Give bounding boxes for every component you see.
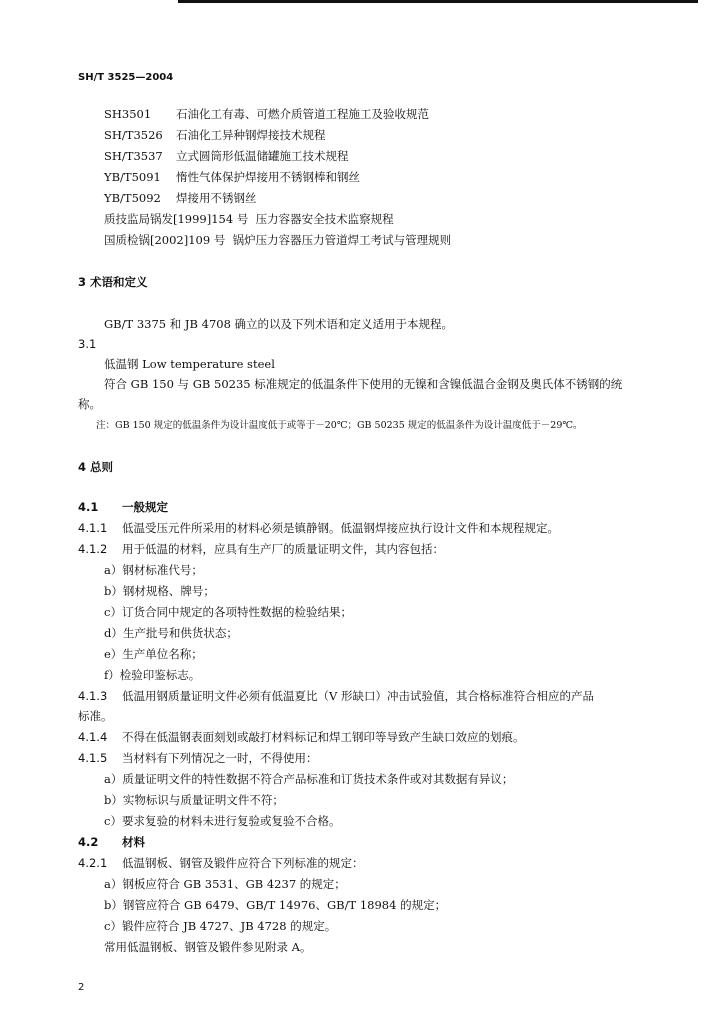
ref-item: YB/T5092 焊接用不锈钢丝	[104, 191, 257, 205]
list-item: c）锻件应符合 JB 4727、JB 4728 的规定。	[104, 919, 337, 933]
term-definition-cont: 称。	[78, 397, 101, 411]
term-low-temperature-steel: 低温钢 Low temperature steel	[104, 357, 275, 371]
list-item: b）钢管应符合 GB 6479、GB/T 14976、GB/T 18984 的规定；	[104, 898, 447, 912]
list-item: b）钢材规格、牌号；	[104, 584, 215, 598]
ref-item: 国质检锅[2002]109 号 锅炉压力容器压力管道焊工考试与管理规则	[104, 233, 452, 247]
term-definition: 符合 GB 150 与 GB 50235 标准规定的低温条件下使用的无镍和含镍低温合金钢及奥氏体不锈钢的统	[104, 377, 623, 391]
clause-4-1-2: 4.1.2 用于低温的材料，应具有生产厂的质量证明文件，其内容包括：	[78, 542, 444, 556]
ref-item: YB/T5091 惰性气体保护焊接用不锈钢棒和钢丝	[104, 170, 360, 184]
list-item: c）要求复验的材料未进行复验或复验不合格。	[104, 814, 341, 828]
clause-4-1-heading: 4.1 一般规定	[78, 500, 168, 514]
standard-code-header: SH/T 3525—2004	[78, 72, 174, 83]
ref-item: 质技监局锅发[1999]154 号 压力容器安全技术监察规程	[104, 212, 394, 226]
list-item: f）检验印鉴标志。	[104, 668, 201, 682]
clause-4-2-1: 4.2.1 低温钢板、钢管及锻件应符合下列标准的规定：	[78, 856, 364, 870]
list-item: b）实物标识与质量证明文件不符；	[104, 793, 284, 807]
note: 注：GB 150 规定的低温条件为设计温度低于或等于－20℃；GB 50235 规定的低温条件为设计温度低于－29℃。	[96, 420, 583, 431]
clause-4-1-4: 4.1.4 不得在低温钢表面刻划或敲打材料标记和焊工钢印等导致产生缺口效应的划痕。	[78, 730, 525, 744]
appendix-reference: 常用低温钢板、钢管及锻件参见附录 A。	[104, 940, 312, 954]
list-item: c）订货合同中规定的各项特性数据的检验结果；	[104, 605, 352, 619]
ref-item: SH/T3526 石油化工异种钢焊接技术规程	[104, 128, 326, 142]
list-item: a）质量证明文件的特性数据不符合产品标准和订货技术条件或对其数据有异议；	[104, 772, 514, 786]
page-number: 2	[78, 982, 85, 993]
ref-item: SH3501 石油化工有毒、可燃介质管道工程施工及验收规范	[104, 107, 429, 121]
clause-4-1-5: 4.1.5 当材料有下列情况之一时，不得使用：	[78, 751, 318, 765]
clause-4-1-3: 4.1.3 低温用钢质量证明文件必须有低温夏比（V 形缺口）冲击试验值，其合格标准符合相应的产品	[78, 689, 594, 703]
section-3-heading: 3 术语和定义	[78, 275, 148, 289]
list-item: a）钢板应符合 GB 3531、GB 4237 的规定；	[104, 877, 346, 891]
list-item: e）生产单位名称；	[104, 647, 203, 661]
ref-item: SH/T3537 立式圆筒形低温储罐施工技术规程	[104, 149, 349, 163]
list-item: d）生产批号和供货状态；	[104, 626, 238, 640]
clause-3-1-number: 3.1	[78, 337, 97, 351]
list-item: a）钢材标准代号；	[104, 563, 203, 577]
section-4-heading: 4 总则	[78, 460, 114, 474]
top-rule	[178, 0, 698, 3]
clause-4-2-heading: 4.2 材料	[78, 835, 145, 849]
clause-4-1-1: 4.1.1 低温受压元件所采用的材料必须是镇静钢。低温钢焊接应执行设计文件和本规程规定。	[78, 521, 559, 535]
clause-4-1-3-cont: 标准。	[78, 709, 113, 723]
section-3-intro: GB/T 3375 和 JB 4708 确立的以及下列术语和定义适用于本规程。	[104, 317, 454, 331]
